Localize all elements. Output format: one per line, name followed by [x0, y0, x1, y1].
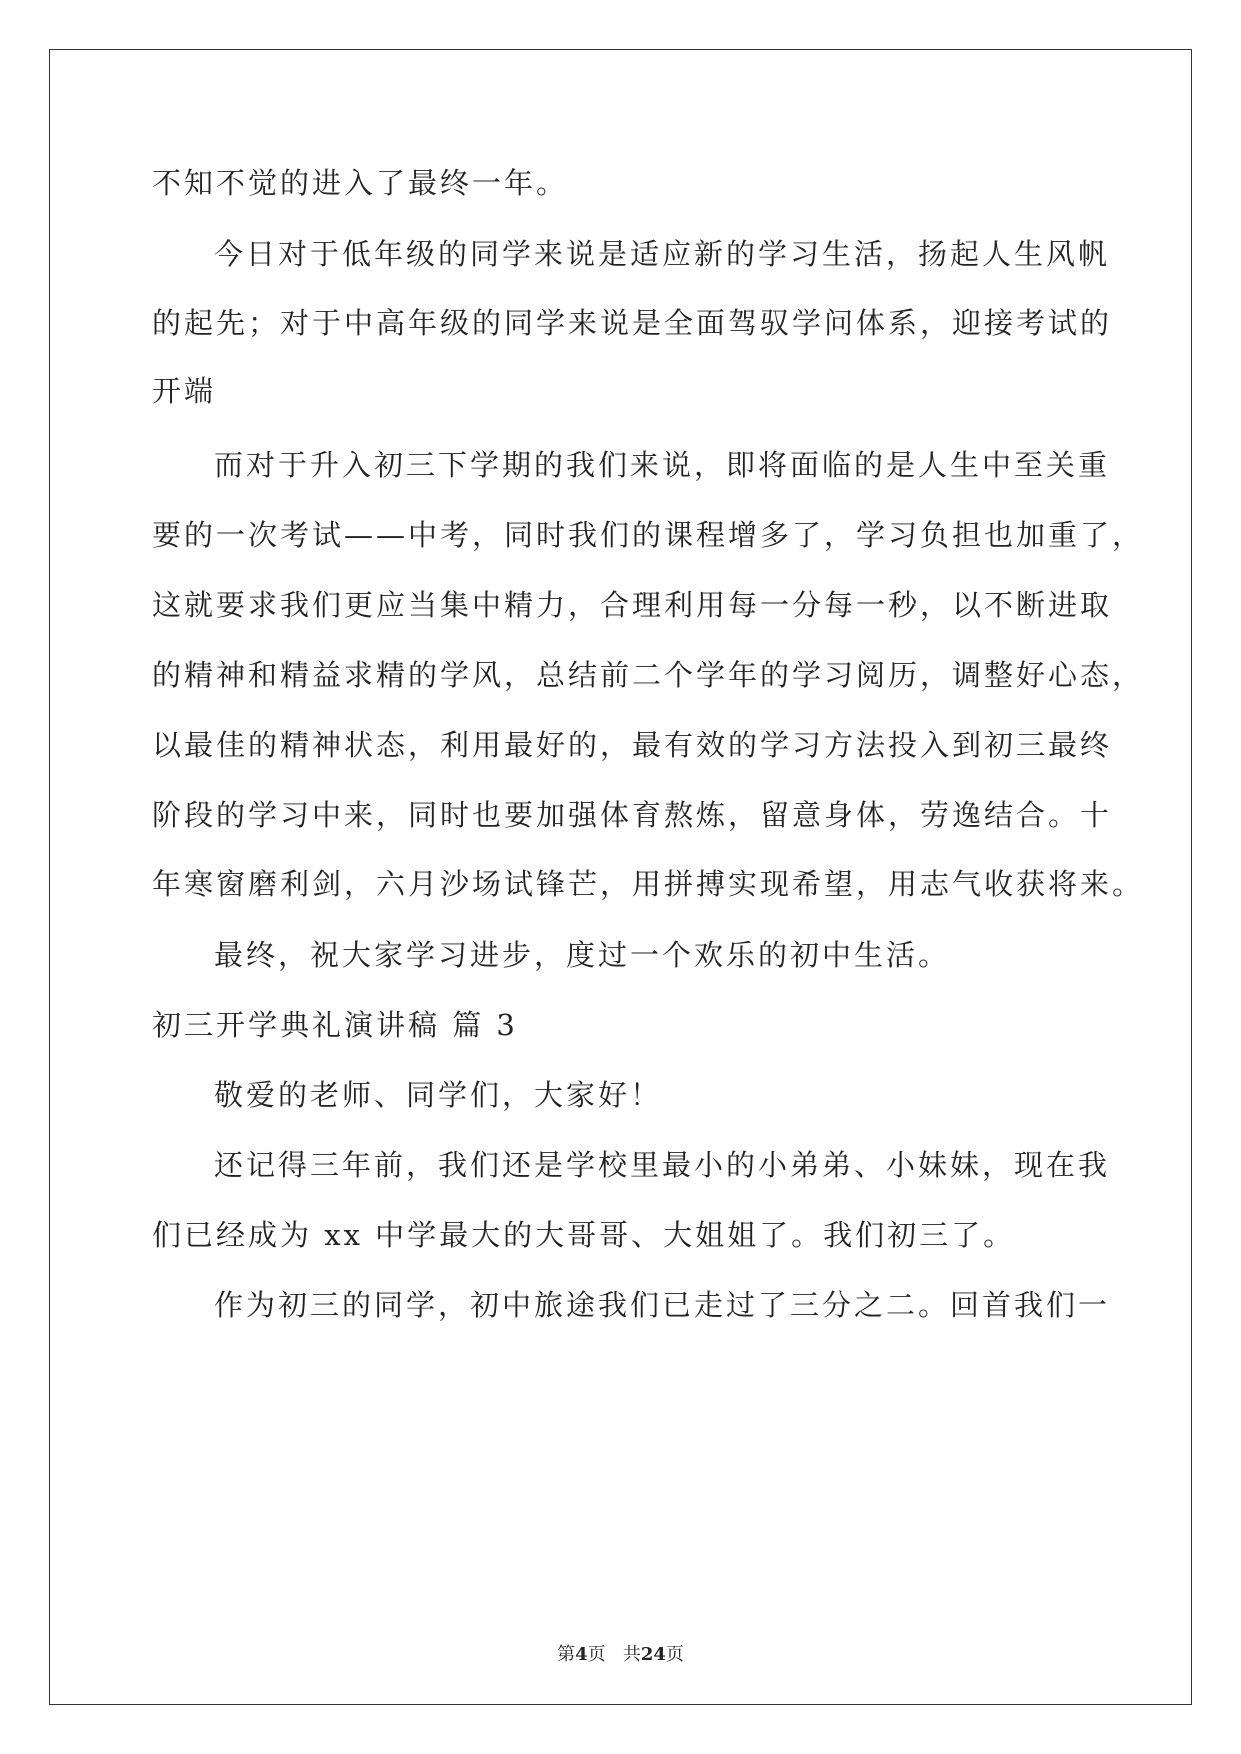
body-line: 要的一次考试——中考，同时我们的课程增多了，学习负担也加重了， — [152, 518, 1145, 552]
body-line: 这就要求我们更应当集中精力，合理利用每一分每一秒，以不断进取 — [152, 588, 1113, 622]
total-prefix: 共 — [622, 1644, 641, 1665]
body-line: 阶段的学习中来，同时也要加强体育熬炼，留意身体，劳逸结合。十 — [152, 798, 1113, 832]
section-heading: 初三开学典礼演讲稿 篇 3 — [152, 1008, 518, 1042]
page-current-number: 4 — [575, 1644, 588, 1665]
page-total-number: 24 — [640, 1644, 666, 1665]
total-suffix: 页 — [665, 1644, 684, 1665]
paragraph-first-line: 作为初三的同学，初中旅途我们已走过了三分之二。回首我们一 — [214, 1288, 1111, 1322]
paragraph-first-line: 而对于升入初三下学期的我们来说，即将面临的是人生中至关重 — [214, 448, 1111, 482]
body-line: 的精神和精益求精的学风，总结前二个学年的学习阅历，调整好心态， — [152, 658, 1145, 692]
paragraph-first-line: 还记得三年前，我们还是学校里最小的小弟弟、小妹妹，现在我 — [214, 1148, 1111, 1182]
body-line: 不知不觉的进入了最终一年。 — [152, 166, 569, 200]
body-line: 们已经成为 xx 中学最大的大哥哥、大姐姐了。我们初三了。 — [152, 1218, 1016, 1252]
greeting-line: 敬爱的老师、同学们，大家好！ — [214, 1078, 663, 1112]
page-prefix: 第 — [557, 1644, 576, 1665]
body-line: 开端 — [152, 374, 217, 408]
page-suffix: 页 — [587, 1644, 606, 1665]
body-line: 以最佳的精神状态，利用最好的，最有效的学习方法投入到初三最终 — [152, 728, 1113, 762]
body-line: 年寒窗磨利剑，六月沙场试锋芒，用拼搏实现希望，用志气收获将来。 — [152, 867, 1145, 901]
paragraph-first-line: 今日对于低年级的同学来说是适应新的学习生活，扬起人生风帆 — [214, 237, 1111, 271]
paragraph-first-line: 最终，祝大家学习进步，度过一个欢乐的初中生活。 — [214, 938, 951, 972]
body-line: 的起先；对于中高年级的同学来说是全面驾驭学问体系，迎接考试的 — [152, 306, 1113, 340]
page-footer — [0, 1643, 1241, 1667]
